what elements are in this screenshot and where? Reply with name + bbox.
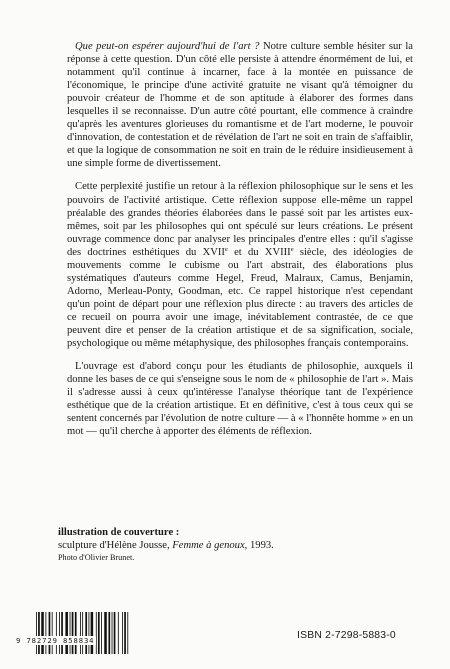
- barcode-digits: 9 782729 858834: [16, 636, 95, 645]
- barcode-bar: [56, 612, 57, 654]
- blurb-text: [67, 40, 413, 448]
- lead-question: Que peut-on espérer aujourd'hui de l'art ?: [75, 41, 260, 52]
- superscript-e: e: [224, 245, 228, 253]
- barcode-bar: [65, 612, 68, 654]
- barcode-bar: [118, 612, 119, 654]
- barcode-bar: [70, 612, 71, 654]
- paragraph-2-text-a: Cette perplexité justifie un retour à la réflexion philosophique sur le sens et les pouvoirs de l'activité artistique. Cette réflexion suppose elle-même un rappel préalable des grandes théories élaborées dans le passé soit par les artistes eux-mêmes, soit par les philosophes qui ont spéculé sur leurs créations. Le présent ouvrage commence donc par analyser les principales d'entre elles : qu'il s'agisse des doctrines esthétiques du XVII: [67, 181, 413, 258]
- cover-credit-line: [58, 539, 378, 552]
- barcode-bar: [127, 612, 128, 654]
- barcode-bar: [80, 612, 81, 654]
- barcode-bar: [52, 612, 53, 654]
- barcode-bar: [36, 612, 37, 654]
- barcode-bar: [101, 612, 102, 654]
- isbn-number: ISBN 2-7298-5883-0: [297, 630, 396, 641]
- barcode-icon: [32, 612, 154, 654]
- photo-credit: Photo d'Olivier Brunet.: [58, 553, 135, 563]
- work-year: , 1993.: [244, 540, 274, 552]
- paragraph-1-text: Notre culture semble hésiter sur la réponse à cette question. D'un côté elle persiste à attendre énormément de lui, et notamment qu'il continue à incarner, face à la montée en puissance de l'économique, le principe d'une activité gratuite ne visant qu'à témoigner du pouvoir créateur de l'homme et de son aptitude à élaborer des formes dans lesquelles il se reconnaisse. D'un autre côté pourtant, elle commence à craindre qu'après les aventures glorieuses du romantisme et de l'art moderne, le pouvoir d'innovation, de contestation et de révélation de l'art ne soit en train de s'affaiblir, et que la logique de consommation ne soit en train de le réduire insidieusement à une simple forme de divertissement.: [67, 41, 413, 170]
- barcode-bar: [45, 612, 46, 654]
- barcode-bar: [114, 612, 116, 654]
- barcode-bar: [108, 612, 110, 654]
- barcode-bar: [96, 612, 97, 654]
- paragraph-2: [67, 180, 413, 350]
- barcode-bar: [82, 612, 83, 654]
- barcode-bar: [72, 612, 74, 654]
- cover-credit-heading: illustration de couverture :: [58, 527, 180, 538]
- paragraph-2-text-c: siècle, des idéologies de mouvements comme le cubisme ou l'art abstrait, des élaborations plus systématiques d'auteurs comme Hegel, Freud, Malraux, Camus, Benjamin, Adorno, Merleau-Ponty, Goodman, etc. Ce rappel historique n'est cependant qu'un point de départ pour une réflexion plus directe : au travers des articles de ce recueil on pourra avoir une image, inévitablement contrastée, de ce que peuvent dire et penser de la création artistique et de sa signification, sociale, psychologique ou même métaphysique, des philosophes français contemporains.: [67, 246, 413, 350]
- barcode-bar: [75, 612, 77, 654]
- barcode-bar: [104, 612, 107, 654]
- barcode-bar: [98, 612, 100, 654]
- barcode-bar: [91, 612, 94, 654]
- cover-credit: [58, 526, 378, 564]
- barcode-bar: [89, 612, 90, 654]
- barcode-bar: [38, 612, 40, 654]
- work-title: Femme à genoux: [172, 540, 245, 552]
- barcode-bar: [61, 612, 63, 654]
- sculptor-name: sculpture d'Hélène Jousse,: [58, 540, 173, 552]
- paragraph-2-text-b: et du XVIII: [227, 246, 291, 258]
- barcode-bar: [124, 612, 126, 654]
- paragraph-3: L'ouvrage est d'abord conçu pour les étudiants de philosophie, auxquels il donne les bases de ce qui s'enseigne sous le nom de « philosophie de l'art ». Mais il s'adresse aussi à ceux qu'intéresse l'analyse théorique tant de l'expérience esthétique que de la création artistique. Et en définitive, c'est à tous ceux qui se sentent concernés par l'évolution de notre culture — à « l'honnête homme » en un mot — qu'il cherche à apporter des éléments de réflexion.: [67, 361, 413, 438]
- barcode-bar: [59, 612, 60, 654]
- barcode-bar: [41, 612, 44, 654]
- paragraph-1: [67, 40, 413, 170]
- barcode-bar: [85, 612, 87, 654]
- barcode-bar: [122, 612, 123, 654]
- barcode-bar: [49, 612, 51, 654]
- barcode-bar: [112, 612, 113, 654]
- superscript-e: e: [290, 245, 294, 253]
